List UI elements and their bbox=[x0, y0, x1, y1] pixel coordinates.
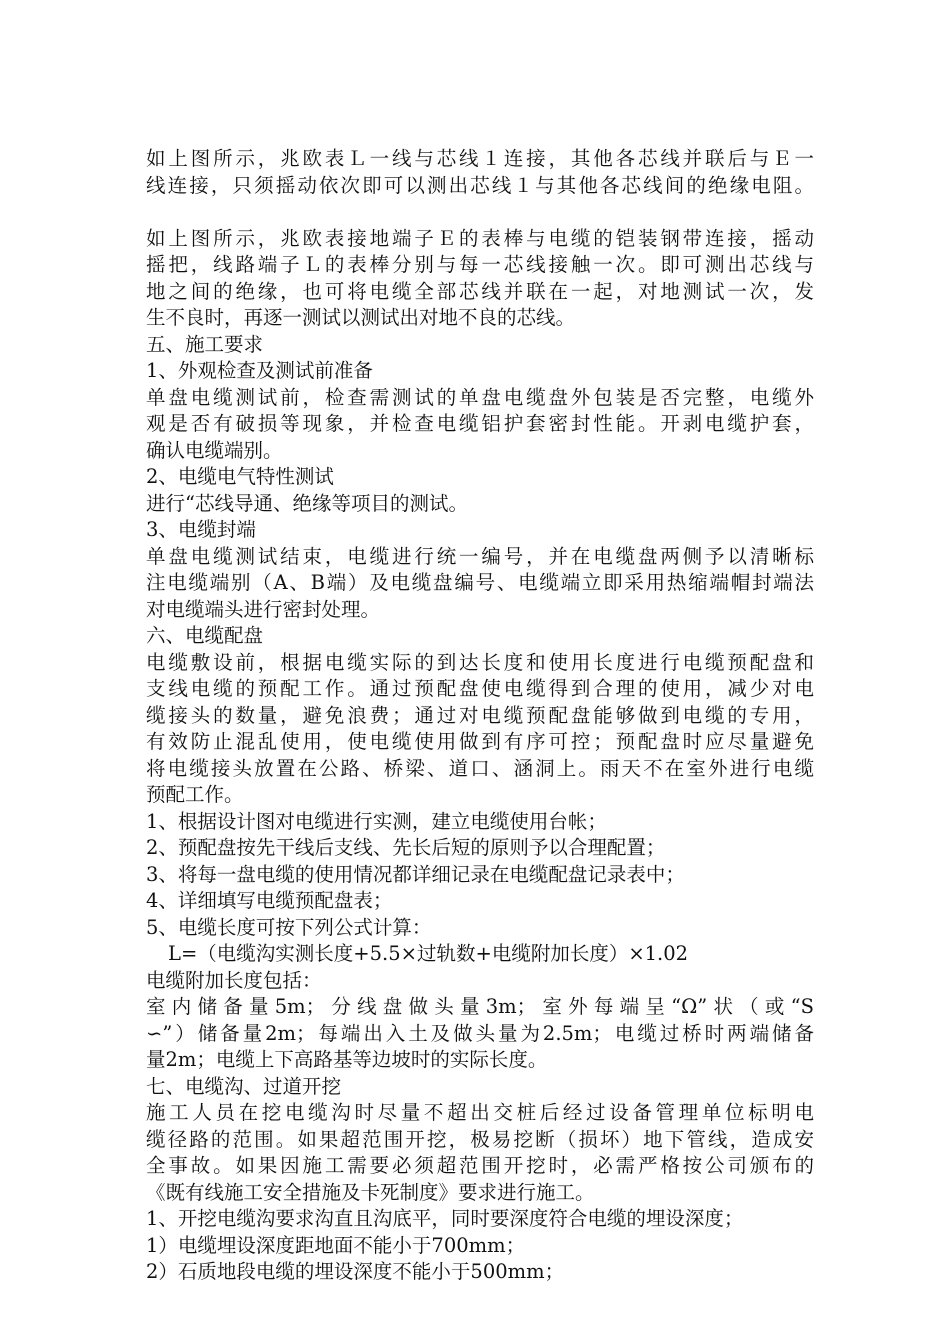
text-line: ∽”）储备量2m；每端出入土及做头量为2.5m；电缆过桥时两端储备 bbox=[146, 1021, 814, 1045]
text-line: 六、电缆配盘 bbox=[146, 624, 264, 647]
text-line: 1、外观检查及测试前准备 bbox=[146, 359, 373, 382]
text-line: 2、预配盘按先干线后支线、先长后短的原则予以合理配置； bbox=[146, 836, 666, 859]
text-line: 确认电缆端别。 bbox=[146, 438, 283, 462]
text-line: 3、将每一盘电缆的使用情况都详细记录在电缆配盘记录表中； bbox=[146, 862, 685, 886]
text-line: 地之间的绝缘，也可将电缆全部芯线并联在一起，对地测试一次，发 bbox=[146, 279, 814, 303]
text-line: 1、根据设计图对电缆进行实测，建立电缆使用台帐； bbox=[146, 809, 607, 833]
paragraph-gap bbox=[146, 199, 814, 226]
text-line: 摇把，线路端子Ｌ的表棒分别与每一芯线接触一次。即可测出芯线与 bbox=[146, 253, 814, 276]
text-line: 1）电缆埋设深度距地面不能小于700mm； bbox=[146, 1233, 526, 1257]
text-line: 电缆敷设前，根据电缆实际的到达长度和使用长度进行电缆预配盘和 bbox=[146, 650, 814, 674]
text-line: 单盘电缆测试结束，电缆进行统一编号，并在电缆盘两侧予以清晰标 bbox=[146, 544, 814, 568]
text-line: 室内储备量5m；分线盘做头量3m；室外每端呈“Ω”状（或“S bbox=[146, 995, 814, 1018]
text-line: 支线电缆的预配工作。通过预配盘使电缆得到合理的使用，减少对电 bbox=[146, 677, 814, 700]
text-line: 如上图所示，兆欧表接地端子Ｅ的表棒与电缆的铠装钢带连接，摇动 bbox=[146, 226, 814, 250]
text-line: 《既有线施工安全措施及卡死制度》要求进行施工。 bbox=[146, 1180, 595, 1204]
text-line: 3、电缆封端 bbox=[146, 518, 256, 541]
text-line: L=（电缆沟实测长度+5.5×过轨数+电缆附加长度）×1.02 bbox=[168, 942, 689, 965]
text-line: 七、电缆沟、过道开挖 bbox=[146, 1074, 342, 1098]
text-line: 2、电缆电气特性测试 bbox=[146, 465, 334, 488]
document-body bbox=[146, 146, 814, 1286]
text-line: 电缆附加长度包括： bbox=[146, 968, 322, 992]
text-line: 生不良时，再逐一测试以测试出对地不良的芯线。 bbox=[146, 306, 576, 329]
text-line: 全事故。如果因施工需要必须超范围开挖时，必需严格按公司颁布的 bbox=[146, 1154, 814, 1177]
text-line: 预配工作。 bbox=[146, 783, 244, 806]
text-line: 对电缆端头进行密封处理。 bbox=[146, 597, 381, 621]
text-line: 有效防止混乱使用，使电缆使用做到有序可控；预配盘时应尽量避免 bbox=[146, 730, 814, 753]
text-line: 5、电缆长度可按下列公式计算： bbox=[146, 915, 432, 939]
text-line: 注电缆端别（A、B端）及电缆盘编号、电缆端立即采用热缩端帽封端法 bbox=[146, 571, 814, 594]
text-line: 2）石质地段电缆的埋设深度不能小于500mm； bbox=[146, 1260, 565, 1283]
text-line: 缆接头的数量，避免浪费；通过对电缆预配盘能够做到电缆的专用， bbox=[146, 703, 814, 727]
text-line: 观是否有破损等现象，并检查电缆铝护套密封性能。开剥电缆护套， bbox=[146, 412, 814, 435]
text-line: 1、开挖电缆沟要求沟直且沟底平，同时要深度符合电缆的埋设深度； bbox=[146, 1207, 744, 1230]
text-line: 缆径路的范围。如果超范围开挖，极易挖断（损坏）地下管线，造成安 bbox=[146, 1127, 814, 1151]
text-line: 单盘电缆测试前，检查需测试的单盘电缆盘外包装是否完整，电缆外 bbox=[146, 385, 814, 409]
text-line: 量2m；电缆上下高路基等边坡时的实际长度。 bbox=[146, 1048, 548, 1071]
text-line: 4、详细填写电缆预配盘表； bbox=[146, 889, 393, 912]
text-line: 将电缆接头放置在公路、桥梁、道口、涵洞上。雨天不在室外进行电缆 bbox=[146, 756, 814, 780]
text-line: 如上图所示，兆欧表Ｌ一线与芯线１连接，其他各芯线并联后与Ｅ一 bbox=[146, 147, 814, 170]
text-line: 五、施工要求 bbox=[146, 332, 264, 356]
text-line: 进行“芯线导通、绝缘等项目的测试。 bbox=[146, 491, 468, 515]
text-line: 线连接，只须摇动依次即可以测出芯线１与其他各芯线间的绝缘电阻。 bbox=[146, 173, 814, 197]
text-line: 施工人员在挖电缆沟时尽量不超出交桩后经过设备管理单位标明电 bbox=[146, 1101, 814, 1124]
